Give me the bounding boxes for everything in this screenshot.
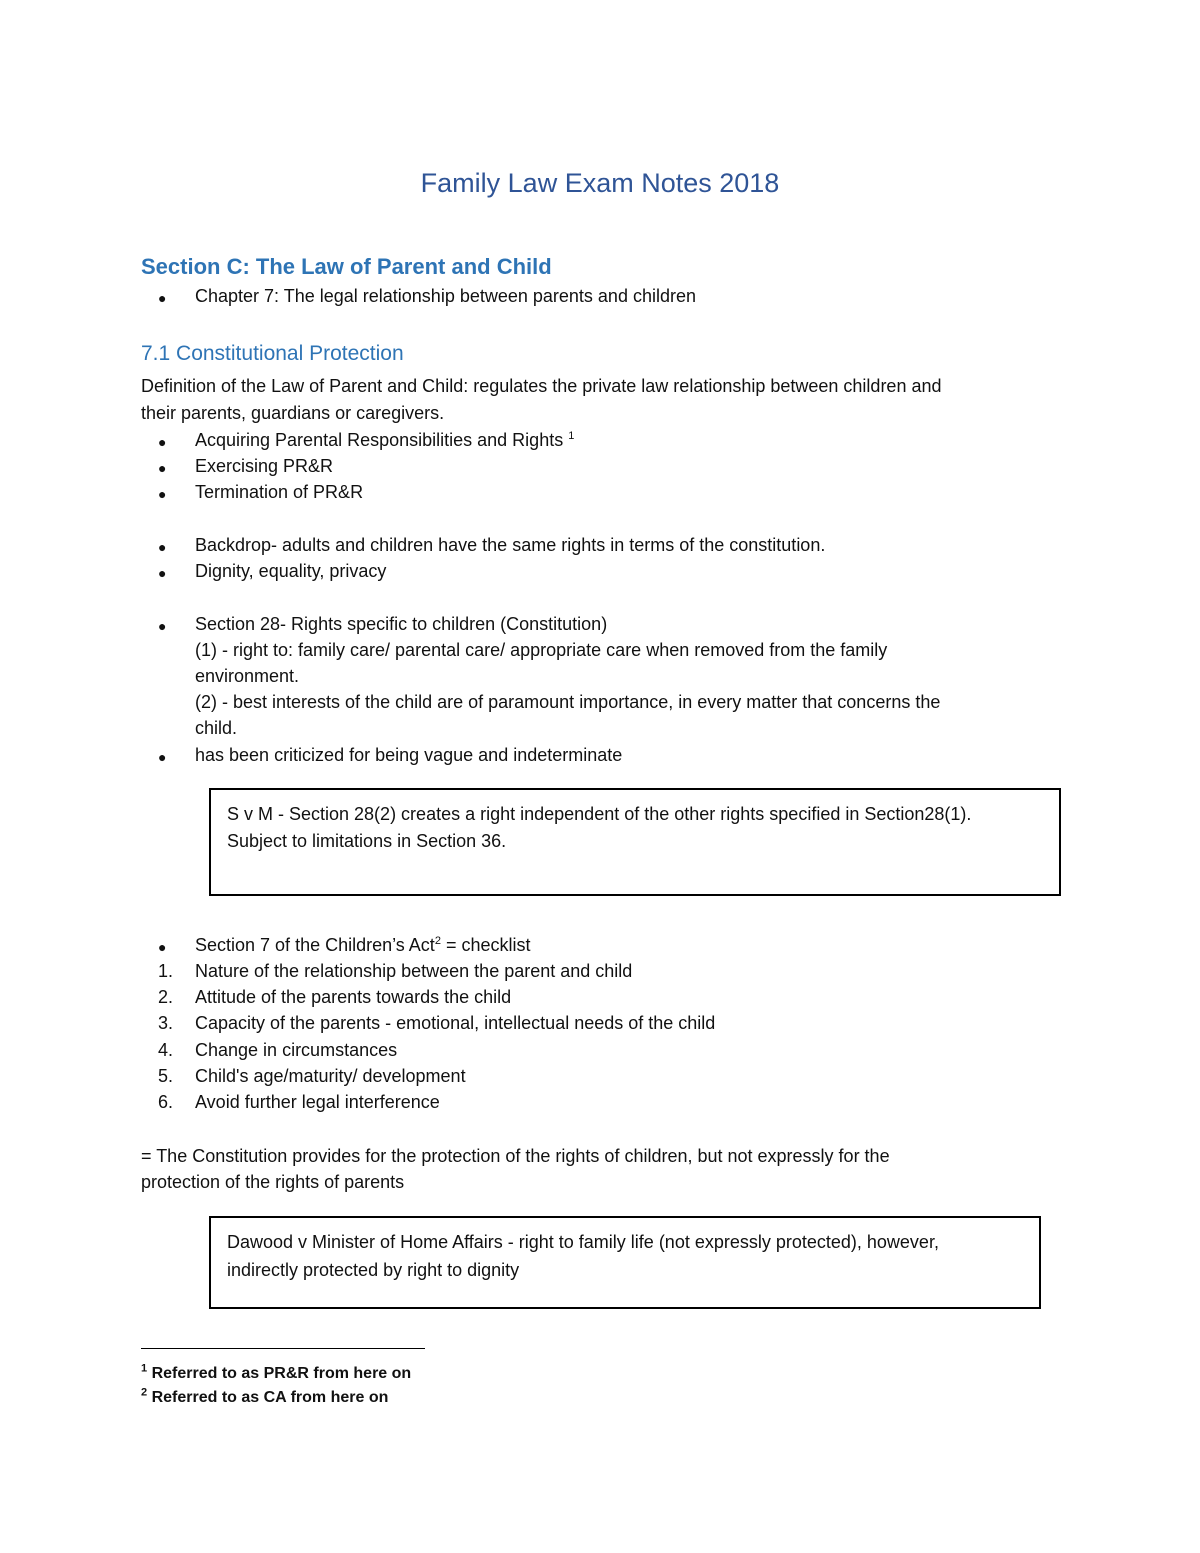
list-item: Acquiring Parental Responsibilities and Rights $^1$ bbox=[195, 430, 575, 450]
section-heading: Section C: The Law of Parent and Child bbox=[141, 254, 552, 279]
bullet-icon: ● bbox=[158, 290, 167, 306]
bullet-icon: ● bbox=[158, 460, 167, 476]
case-box-line-2: indirectly protected by right to dignity bbox=[227, 1260, 520, 1280]
footnote-ref: 1 bbox=[568, 430, 575, 442]
section-7-heading: Section 7 of the Children’s Act$^2$ = checklist bbox=[195, 935, 531, 955]
bullet-icon: ● bbox=[158, 749, 167, 765]
list-item: Capacity of the parents - emotional, intellectual needs of the child bbox=[195, 1013, 716, 1033]
definition-line-2: their parents, guardians or caregivers. bbox=[141, 403, 445, 423]
list-number: 5. bbox=[158, 1066, 174, 1086]
bullet-icon: ● bbox=[158, 434, 167, 450]
section-28-sub2-line-2: child. bbox=[195, 718, 238, 738]
list-item: Backdrop- adults and children have the same rights in terms of the constitution. bbox=[195, 535, 826, 555]
footnote-1: $^1$ Referred to as PR&R from here on bbox=[141, 1362, 412, 1382]
chapter-bullet: Chapter 7: The legal relationship between parents and children bbox=[195, 286, 696, 306]
list-item: Child's age/maturity/ development bbox=[195, 1066, 466, 1086]
bullet-icon: ● bbox=[158, 486, 167, 502]
conclusion-line-2: protection of the rights of parents bbox=[141, 1172, 405, 1192]
subsection-heading: 7.1 Constitutional Protection bbox=[141, 342, 404, 365]
list-number: 6. bbox=[158, 1092, 174, 1112]
bullet-icon: ● bbox=[158, 618, 167, 634]
list-item: Attitude of the parents towards the child bbox=[195, 987, 512, 1007]
section-28-sub1-line-2: environment. bbox=[195, 666, 300, 686]
document-title: Family Law Exam Notes 2018 bbox=[420, 168, 780, 198]
list-item: Nature of the relationship between the parent and child bbox=[195, 961, 633, 981]
list-number: 3. bbox=[158, 1013, 174, 1033]
list-number: 1. bbox=[158, 961, 174, 981]
section-28-sub1-line-1: (1) - right to: family care/ parental care/ appropriate care when removed from the family bbox=[195, 640, 888, 660]
case-box-line-2: Subject to limitations in Section 36. bbox=[227, 831, 507, 851]
list-item: Change in circumstances bbox=[195, 1040, 398, 1060]
footnote-ref: 2 bbox=[434, 935, 441, 947]
bullet-icon: ● bbox=[158, 539, 167, 555]
case-box-line-1: Dawood v Minister of Home Affairs - right to family life (not expressly protected), however, bbox=[227, 1232, 939, 1252]
list-item: Termination of PR&R bbox=[195, 482, 364, 502]
list-item: has been criticized for being vague and indeterminate bbox=[195, 745, 623, 765]
footnote-separator bbox=[141, 1348, 425, 1349]
case-box-s-v-m bbox=[209, 788, 1061, 896]
definition-line-1: Definition of the Law of Parent and Child: regulates the private law relationship between children and bbox=[141, 376, 942, 396]
conclusion-line-1: = The Constitution provides for the protection of the rights of children, but not expressly for the bbox=[141, 1146, 890, 1166]
case-box-dawood bbox=[209, 1216, 1041, 1309]
bullet-icon: ● bbox=[158, 939, 167, 955]
case-box-line-1: S v M - Section 28(2) creates a right independent of the other rights specified in Section28(1). bbox=[227, 804, 972, 824]
list-item: Avoid further legal interference bbox=[195, 1092, 440, 1112]
list-number: 4. bbox=[158, 1040, 174, 1060]
footnote-2: $^2$ Referred to as CA from here on bbox=[141, 1386, 389, 1406]
bullet-icon: ● bbox=[158, 565, 167, 581]
list-item: Dignity, equality, privacy bbox=[195, 561, 387, 581]
section-28-sub2-line-1: (2) - best interests of the child are of paramount importance, in every matter that concerns the bbox=[195, 692, 941, 712]
list-item: Exercising PR&R bbox=[195, 456, 334, 476]
list-number: 2. bbox=[158, 987, 174, 1007]
section-28-heading: Section 28- Rights specific to children (Constitution) bbox=[195, 614, 608, 634]
